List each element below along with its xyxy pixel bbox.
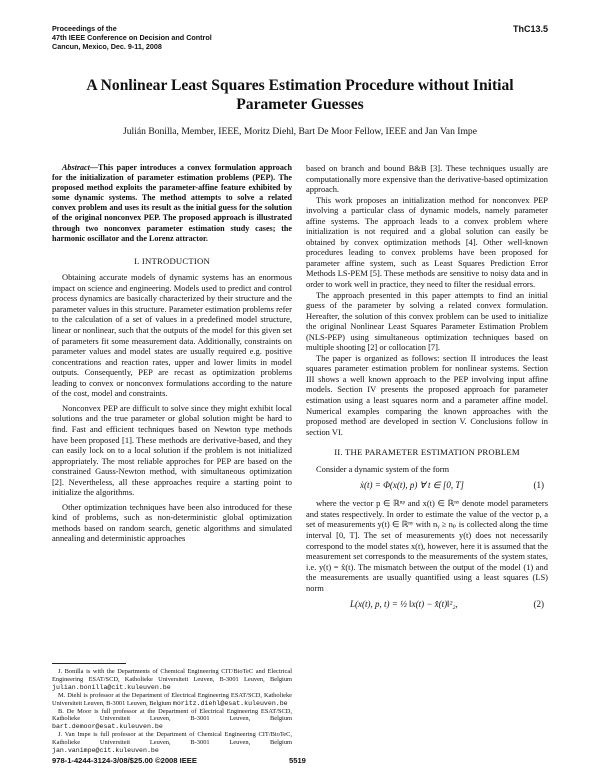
intro-paragraph-3: Other optimization techniques have been also introduced for these kind of problems, such as non-deterministic global optimization methods based on random search, genetic algorithms and simulated annealing and deterministic approaches <box>52 501 292 544</box>
right-paragraph-4: The paper is organized as follows: section II introduces the least squares parameter estimation problem for nonlinear systems. Section III shows a well known approach to the PEP involving input affine models. Section IV presents the proposed approach for parameter estimation using a least squares norm and a parameter affine model. Numerical examples comparing the known approaches with the proposed method are developed in section V. Conclusions follow in section VI. <box>306 352 548 437</box>
footnote-rule <box>52 663 126 664</box>
footnote-2 <box>52 692 292 708</box>
page-number: 5519 <box>289 756 306 765</box>
footnote-1-email: julian.bonilla@cit.kuleuven.be <box>52 683 171 691</box>
conference-header <box>52 24 548 52</box>
equation-1 <box>306 476 548 496</box>
footnote-3-email: bart.demoor@esat.kuleuven.be <box>52 723 163 731</box>
abstract <box>52 163 292 244</box>
footnote-4 <box>52 731 292 755</box>
footnote-2-text: M. Diehl is professor at the Department of Electrical Engineering ESAT/SCD, Katholieke Universiteit Leuven, B-3001 Leuven, Belgium <box>52 691 292 707</box>
title-line-2: Parameter Guesses <box>236 96 364 113</box>
right-paragraph-2: This work proposes an initialization method for nonconvex PEP involving a particular class of dynamic models, namely parameter affine systems. The approach leads to a convex problem where initialization is not required and a global solution can easily be obtained by convex optimization methods [4]. Other well-known procedures leading to convex problems have been proposed for parameter affine system, such as Least Squares Prediction Error Methods LS-PEM [5]. These methods are sensitive to noisy data and in order to work well in practice, they need to filter the residual errors. <box>306 194 548 290</box>
author-list: Julián Bonilla, Member, IEEE, Moritz Diehl, Bart De Moor Fellow, IEEE and Jan Van Impe <box>123 126 477 137</box>
footnote-1 <box>52 668 292 692</box>
equation-2 <box>306 595 548 615</box>
equation-1-number: (1) <box>533 480 544 491</box>
right-paragraph-3: The approach presented in this paper attempts to find an initial guess of the parameter by solving a related convex formulation. Hereafter, the solution of this convex problem can be used to initialize the original Nonlinear Least Squares Parameter Estimation Problem (NLS-PEP) using simultaneous optimization techniques based on multiple shooting [2] or collocation [7]. <box>306 289 548 353</box>
proceedings-info <box>52 24 548 52</box>
abstract-label: Abstract— <box>62 163 98 172</box>
section-heading-parameter-estimation: II. THE PARAMETER ESTIMATION PROBLEM <box>334 447 520 458</box>
footnote-3 <box>52 708 292 732</box>
proceedings-line-3: Cancun, Mexico, Dec. 9-11, 2008 <box>52 42 162 52</box>
paper-title <box>50 76 550 114</box>
right-paragraph-1: based on branch and bound B&B [3]. These techniques usually are computationally more expensive than the derivative-based optimization approach. <box>306 163 548 195</box>
footnote-1-text: J. Bonilla is with the Departments of Chemical Engineering CIT/BioTeC and Electrical Engineering ESAT/SCD, Katholieke Universiteit Leuven, B-3001 Leuven, Belgium <box>52 668 292 683</box>
footnote-2-email: moritz.diehl@esat.kuleuven.be <box>172 699 288 707</box>
session-code: ThC13.5 <box>512 24 548 34</box>
proceedings-line-1: Proceedings of the <box>52 24 117 33</box>
intro-paragraph-1: Obtaining accurate models of dynamic systems has an enormous impact on science and engineering. Models used to predict and control process dynamics are basically characterized by their structure and the parameter values in this structure. Parameter estimation problems refer to the calculation of a set of values in a predefined model structure, linear or nonlinear, such that the outputs of the model for this given set of parameters fit some measurement data. Additionally, constraints on parameter values and model states are usually required e.g. positive concentrations and reaction rates, upper and lower limits in model outputs. Consequently, PEP are recast as optimization problems leading to convex or nonconvex formulations according to the nature of the cost, model and constraints. <box>52 272 292 399</box>
equation-1-expression: ẋ(t) = Φ(x(t), p) ∀ t ∈ [0, T] <box>360 480 464 491</box>
title-line-1: A Nonlinear Least Squares Estimation Procedure without Initial <box>86 77 514 94</box>
abstract-text: This paper introduces a convex formulation approach for the initialization of parameter estimation problems (PEP). The proposed method exploits the parameter-affine feature exhibited by some dynamic systems. The method attempts to solve a related convex problem and uses its result as the initial guess for the solution of the original nonconvex PEP. The proposed approach is illustrated through two nonconvex parameter estimation study cases; the harmonic oscillator and the Lorenz attractor. <box>52 163 292 243</box>
right-column <box>306 163 548 617</box>
author-footnotes <box>52 668 292 755</box>
footnote-4-text: J. Van Impe is full professor at the Department of Chemical Engineering CIT/BioTeC, Katholieke Universiteit Leuven, B-3001 Leuven, Belgium <box>52 731 292 747</box>
section-heading-introduction: I. INTRODUCTION <box>134 255 210 266</box>
footnote-4-email: jan.vanimpe@cit.kuleuven.be <box>52 747 159 755</box>
proceedings-line-2: 47th IEEE Conference on Decision and Control <box>52 33 212 43</box>
equation-2-expression: L(x(t), p, t) = ½ ‖x(t) − x̂(t)‖²₂, <box>350 599 458 610</box>
isbn-copyright: 978-1-4244-3124-3/08/$25.00 ©2008 IEEE <box>52 756 197 765</box>
left-column <box>52 163 292 544</box>
section2-paragraph: where the vector p ∈ ℝⁿᵖ and x(t) ∈ ℝⁿˣ denote model parameters and states respectively. In order to estimate the value of the vector p, a set of measurements y(t) ∈ ℝⁿʸ with nᵧ ≥ nₚ is collected along the time interval [0, T]. The set of measurements y(t) does not necessarily correspond to the model states x(t), however, here it is assumed that the measurement set corresponds to the measurements of the system states, i.e. y(t) = x̂(t). The mismatch between the output of the model (1) and the measurements are usually quantified using a least squares (LS) norm <box>306 498 548 593</box>
section2-intro: Consider a dynamic system of the form <box>316 463 450 474</box>
intro-paragraph-2: Nonconvex PEP are difficult to solve since they might exhibit local solutions and the true parameter or global solution might be hard to find. Fast and efficient techniques based on Newton type methods have been proposed [1]. These methods are derivative-based, and they can easily lock on to a local solution if the problem is not initialized appropriately. The most reliable approches for PEP are based on the constrained Gauss-Newton method, with simultaneous optimization [2]. Nevertheless, all these approaches require a starting point to initialize the algorithms. <box>52 402 292 498</box>
footnote-3-text: B. De Moor is full professor at the Department of Electrical Engineering ESAT/SCD, Katholieke Universiteit Leuven, B-3001 Leuven, Belgium <box>52 707 292 723</box>
equation-2-number: (2) <box>533 599 544 610</box>
